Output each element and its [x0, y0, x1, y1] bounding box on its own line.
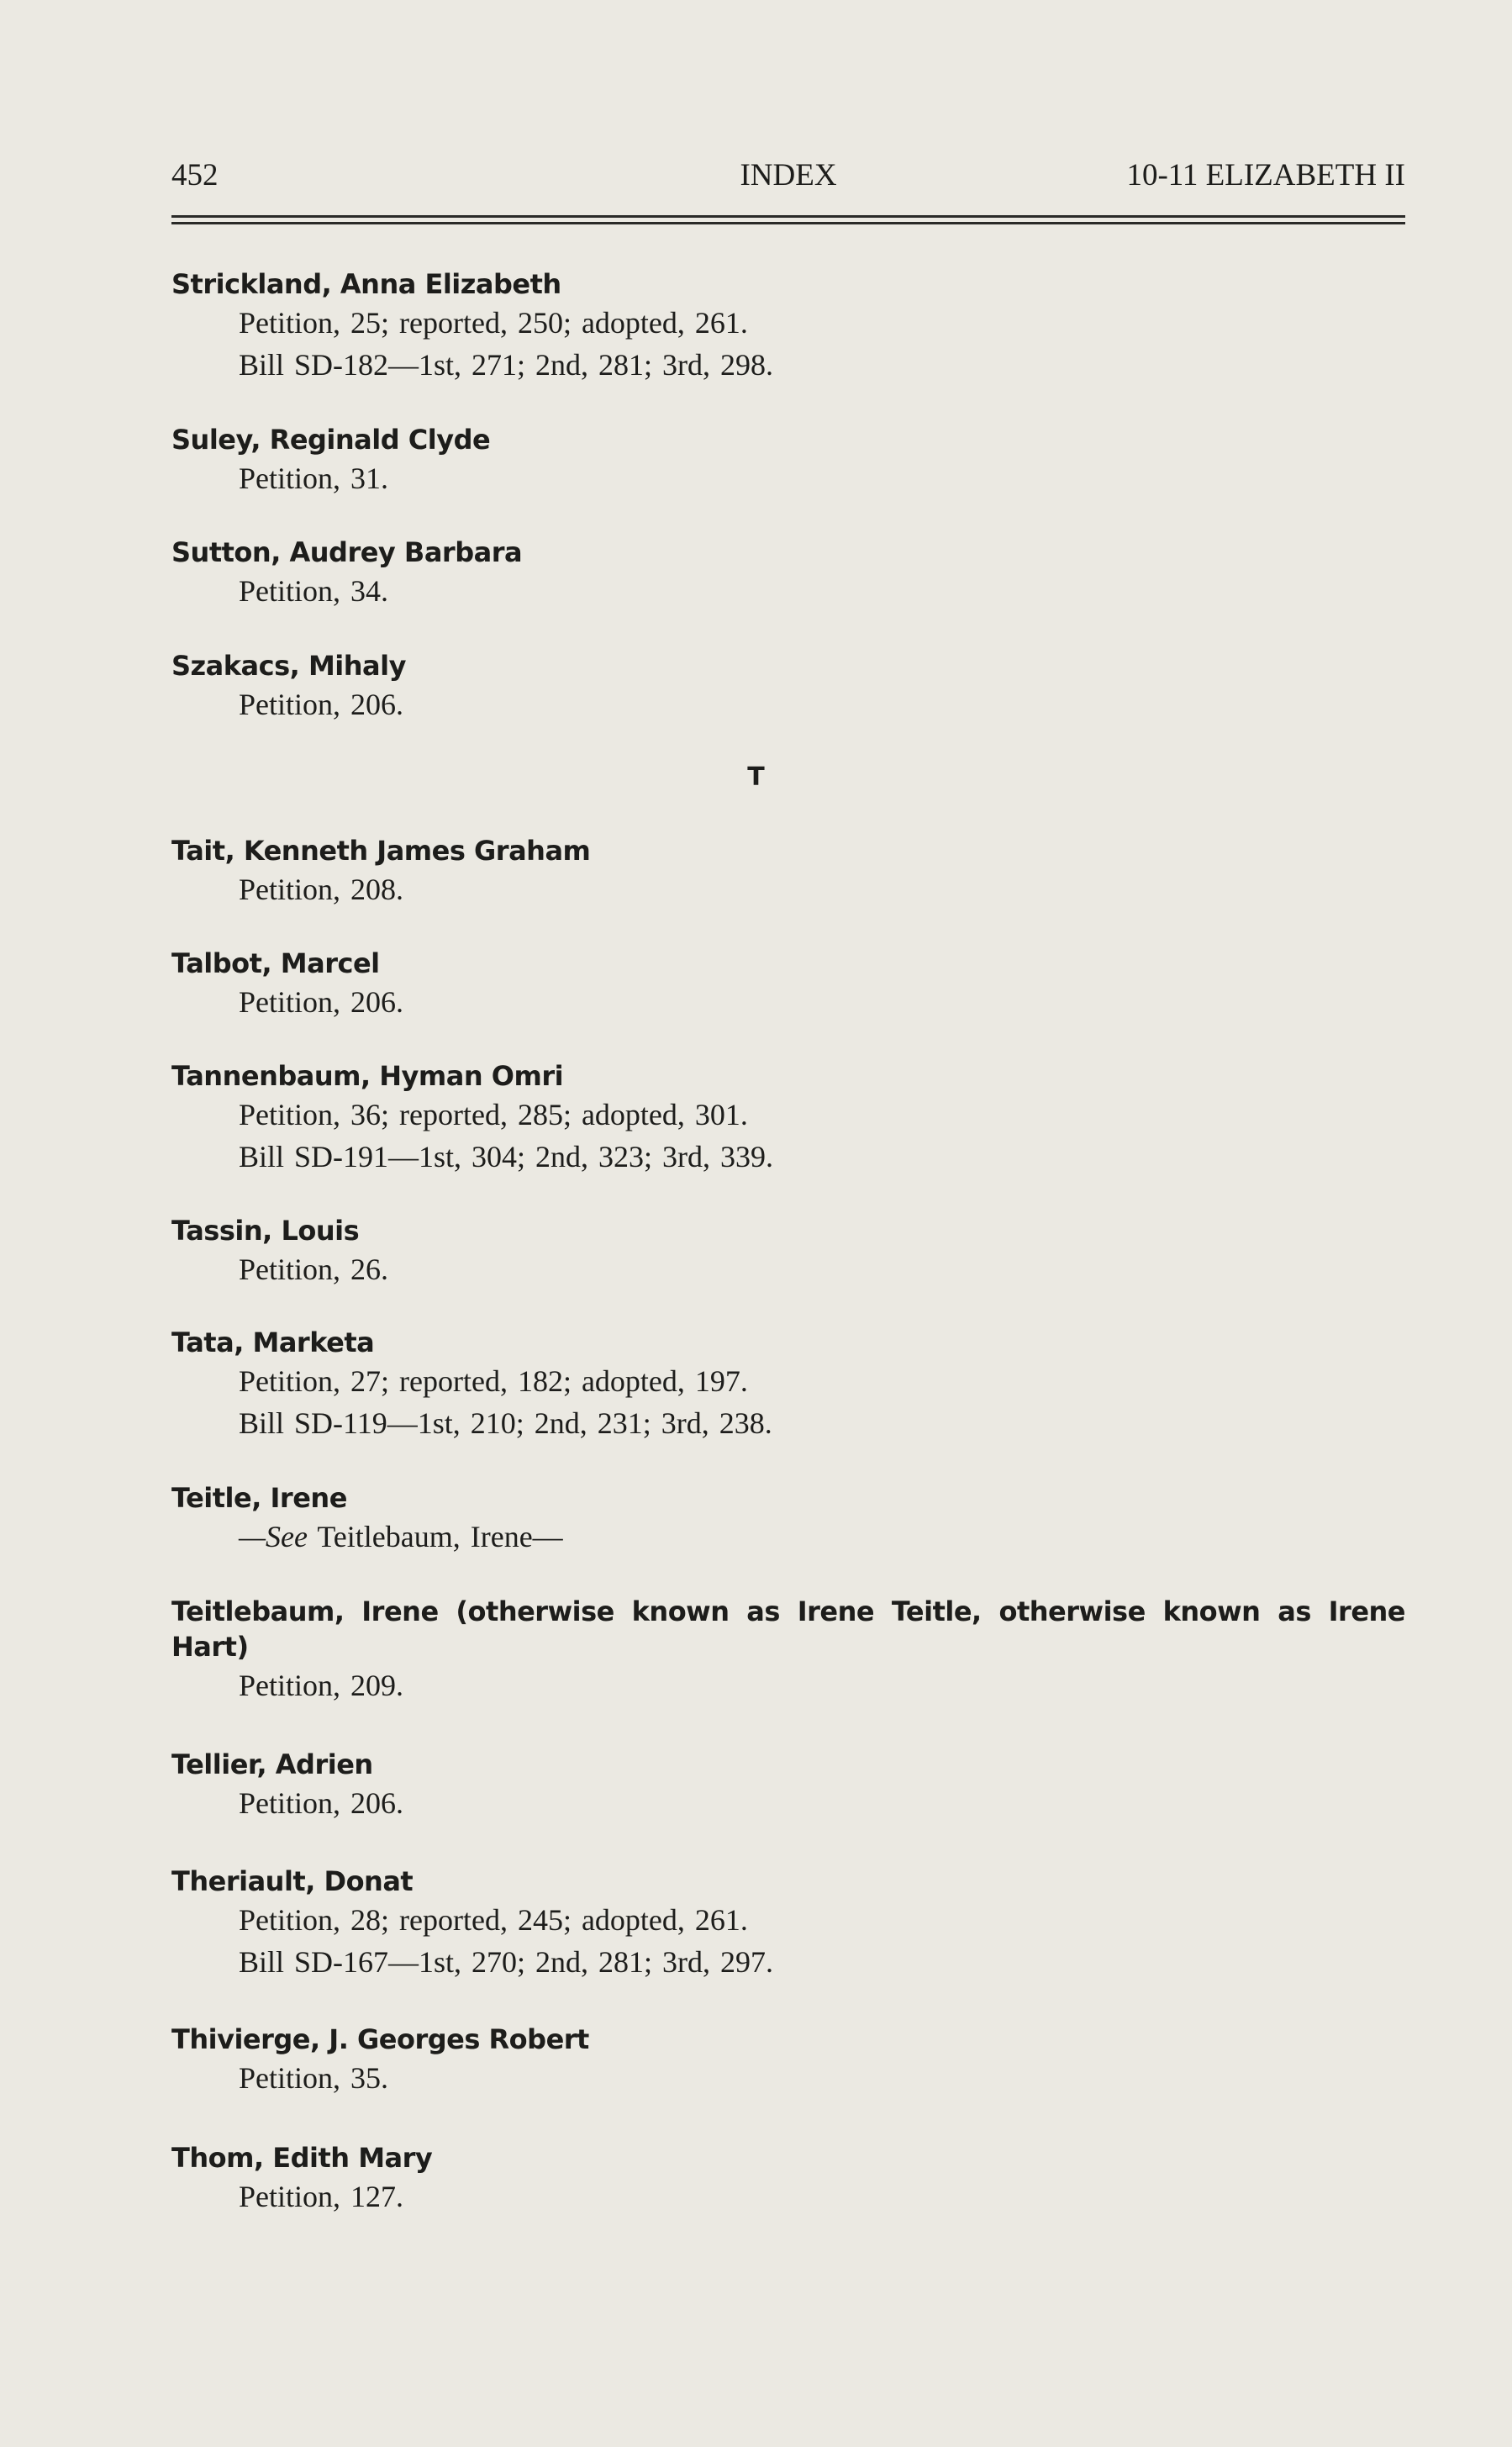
entry-name: Tellier, Adrien — [171, 1748, 373, 1780]
entry-petition-line: Petition, 31. — [239, 461, 389, 495]
entry-bill-line: Bill SD-182—1st, 271; 2nd, 281; 3rd, 298. — [239, 348, 774, 382]
index-entry — [171, 1325, 1405, 1444]
index-entry — [171, 266, 1405, 386]
entry-petition-line: Petition, 206. — [239, 985, 404, 1019]
entry-name: Szakacs, Mihaly — [171, 650, 406, 682]
index-entry — [171, 946, 1405, 1023]
entry-name: Tait, Kenneth James Graham — [171, 835, 591, 867]
index-entry — [171, 1058, 1405, 1178]
entry-petition-line: Petition, 35. — [239, 2061, 389, 2095]
see-target: Teitlebaum, Irene— — [317, 1520, 563, 1553]
index-entry — [171, 1594, 1405, 1706]
entry-name: Tata, Marketa — [171, 1326, 375, 1358]
entry-petition-line: Petition, 28; reported, 245; adopted, 261. — [239, 1903, 748, 1937]
index-entry — [171, 535, 1405, 612]
running-head — [171, 155, 1405, 197]
entry-see-reference — [171, 1516, 1405, 1558]
entry-petition-line: Petition, 209. — [239, 1669, 404, 1702]
entry-name: Thivierge, J. Georges Robert — [171, 2023, 589, 2055]
see-label: —See — [239, 1520, 308, 1553]
entry-name: Sutton, Audrey Barbara — [171, 536, 523, 568]
entry-bill-line: Bill SD-119—1st, 210; 2nd, 231; 3rd, 238. — [239, 1406, 772, 1440]
page-title: INDEX — [740, 158, 837, 192]
entry-name: Theriault, Donat — [171, 1865, 414, 1897]
index-entry — [171, 833, 1405, 910]
entry-name: Talbot, Marcel — [171, 947, 380, 979]
entry-petition-line: Petition, 206. — [239, 688, 404, 721]
entry-name: Tassin, Louis — [171, 1215, 360, 1247]
entry-bill-line: Bill SD-167—1st, 270; 2nd, 281; 3rd, 297. — [239, 1945, 774, 1979]
entry-name: Strickland, Anna Elizabeth — [171, 268, 561, 300]
entry-petition-line: Petition, 26. — [239, 1253, 389, 1286]
section-letter: T — [747, 762, 765, 792]
entry-name: Teitlebaum, Irene (otherwise known as Irene Teitle, otherwise known as Irene Hart) — [171, 1595, 1405, 1663]
entry-petition-line: Petition, 206. — [239, 1786, 404, 1820]
entry-petition-line: Petition, 25; reported, 250; adopted, 261. — [239, 306, 748, 340]
header-rule-top — [171, 215, 1405, 218]
volume-label: 10-11 ELIZABETH II — [1126, 158, 1405, 192]
index-entry — [171, 2022, 1405, 2099]
entry-petition-line: Petition, 34. — [239, 574, 389, 608]
header-rule-bottom — [171, 222, 1405, 224]
entry-name: Suley, Reginald Clyde — [171, 424, 491, 456]
index-entry — [171, 648, 1405, 725]
entry-name: Tannenbaum, Hyman Omri — [171, 1060, 564, 1092]
page-number: 452 — [171, 158, 219, 192]
index-entry — [171, 1213, 1405, 1290]
index-entry — [171, 1747, 1405, 1824]
index-entry — [171, 422, 1405, 499]
index-entry — [171, 2140, 1405, 2218]
entry-bill-line: Bill SD-191—1st, 304; 2nd, 323; 3rd, 339. — [239, 1140, 774, 1173]
entry-petition-line: Petition, 208. — [239, 873, 404, 906]
entry-petition-line: Petition, 27; reported, 182; adopted, 197. — [239, 1364, 748, 1398]
entry-petition-line: Petition, 36; reported, 285; adopted, 301. — [239, 1098, 748, 1131]
entry-petition-line: Petition, 127. — [239, 2180, 404, 2213]
index-entry — [171, 1864, 1405, 1983]
entry-name: Thom, Edith Mary — [171, 2142, 433, 2174]
entry-name: Teitle, Irene — [171, 1482, 347, 1514]
index-entry — [171, 1480, 1405, 1558]
